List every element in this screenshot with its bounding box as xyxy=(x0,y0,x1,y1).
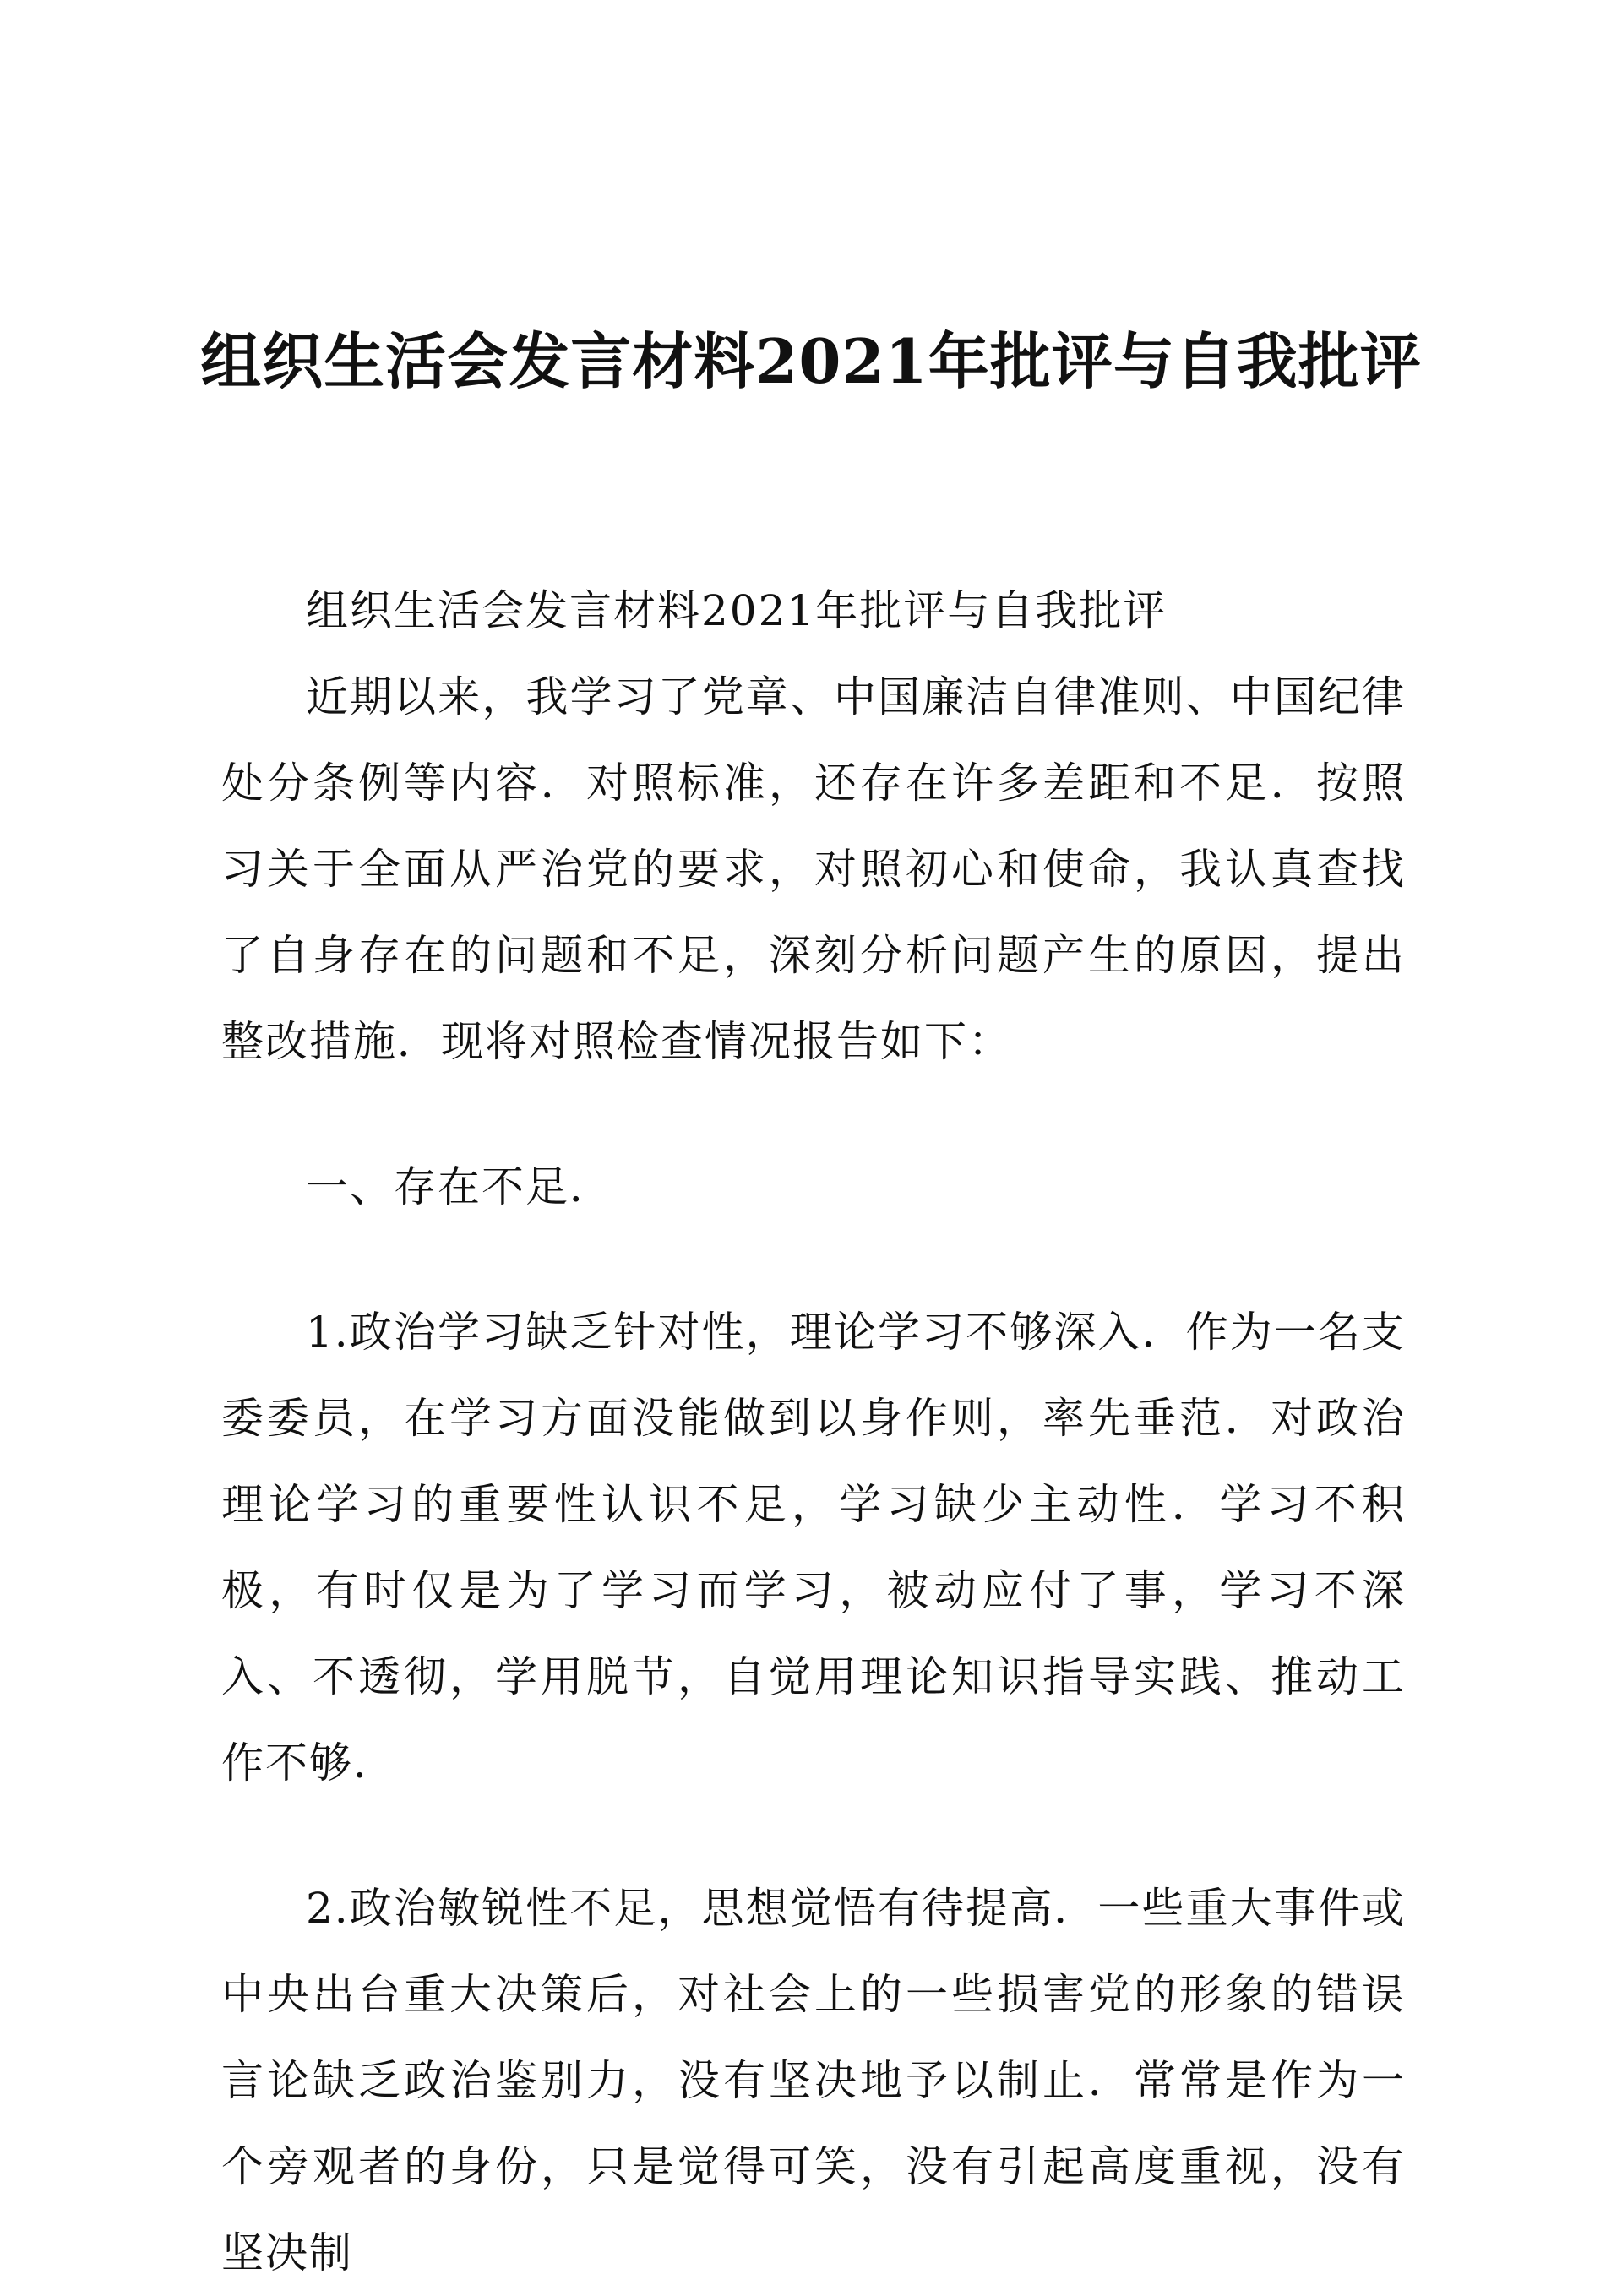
section-heading: 一、存在不足． xyxy=(306,1162,613,1211)
point-two-paragraph: 2.政治敏锐性不足，思想觉悟有待提高．一些重大事件或中央出台重大决策后，对社会上的一些损害党的形象的错误言论缺乏政治鉴别力，没有坚决地予以制止．常常是作为一个旁观者的身份，只是觉得可笑，没有引起高度重视，没有坚决制 xyxy=(221,1884,1406,2277)
document-title: 组织生活会发言材料2021年批评与自我批评 xyxy=(200,325,1422,397)
document-body xyxy=(221,568,1406,2296)
point-one-paragraph: 1.政治学习缺乏针对性，理论学习不够深入．作为一名支委委员，在学习方面没能做到以身作则，率先垂范．对政治理论学习的重要性认识不足，学习缺少主动性．学习不积极，有时仅是为了学习而学习，被动应付了事，学习不深入、不透彻，学用脱节，自觉用理论知识指导实践、推动工作不够． xyxy=(221,1308,1406,1787)
intro-paragraph: 近期以来，我学习了党章、中国廉洁自律准则、中国纪律处分条例等内容．对照标准，还存在许多差距和不足．按照习关于全面从严治党的要求，对照初心和使命，我认真查找了自身存在的问题和不足，深刻分析问题产生的原因，提出整改措施．现将对照检查情况报告如下： xyxy=(221,672,1406,1066)
intro-title-paragraph: 组织生活会发言材料2021年批评与自我批评 xyxy=(306,586,1168,635)
